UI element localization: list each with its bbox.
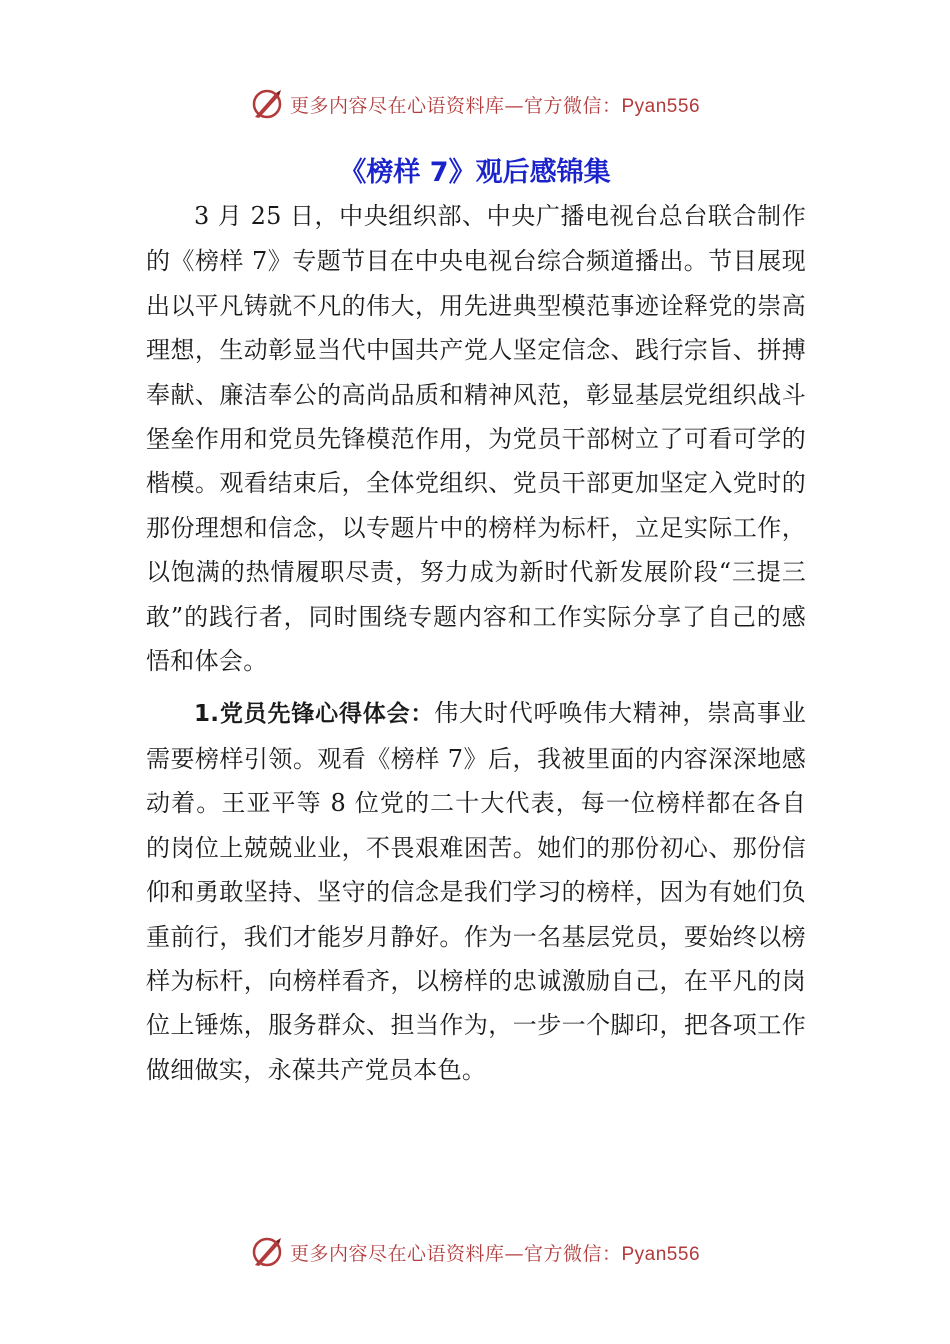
header-wechat-id: Pyan556 xyxy=(621,95,701,117)
footer-banner-label: 更多内容尽在心语资料库—官方微信： xyxy=(289,1242,622,1265)
paragraph-text: 3 月 25 日，中央组织部、中央广播电视台总台联合制作的《榜样 7》专题节目在中央电视台综合频道播出。节目展现出以平凡铸就不凡的伟大，用先进典型模范事迹诠释党的崇高理想，生动彰显当代中国共产党人坚定信念、践行宗旨、拼搏奉献、廉洁奉公的高尚品质和精神风范，彰显基层党组织战斗堡垒作用和党员先锋模范作用，为党员干部树立了可看可学的楷模。观看结束后，全体党组织、党员干部更加坚定入党时的那份理想和信念，以专题片中的榜样为标杆，立足实际工作，以饱满的热情履职尽责，努力成为新时代新发展阶段“三提三敢”的践行者，同时围绕专题内容和工作实际分享了自己的感悟和体会。 xyxy=(146,202,806,676)
document-body xyxy=(146,194,806,1092)
paragraph-lead: 1.党员先锋心得体会： xyxy=(194,701,435,728)
document-title: 《榜样 7》观后感锦集 xyxy=(339,157,611,188)
footer-banner-text xyxy=(290,1239,700,1266)
header-banner-text xyxy=(290,91,700,118)
paragraph-intro xyxy=(146,194,806,683)
quill-pen-logo-icon xyxy=(250,1235,284,1269)
footer-wechat-id: Pyan556 xyxy=(621,1243,701,1265)
quill-pen-logo-icon xyxy=(250,87,284,121)
footer-banner xyxy=(0,1232,950,1272)
header-banner xyxy=(0,84,950,124)
header-banner-label: 更多内容尽在心语资料库—官方微信： xyxy=(289,94,622,117)
paragraph-reflection-1 xyxy=(146,691,806,1092)
paragraph-text: 伟大时代呼唤伟大精神，崇高事业需要榜样引领。观看《榜样 7》后，我被里面的内容深深地感动着。王亚平等 8 位党的二十大代表，每一位榜样都在各自的岗位上兢兢业业，不畏艰难困苦。她们的那份初心、那份信仰和勇敢坚持、坚守的信念是我们学习的榜样，因为有她们负重前行，我们才能岁月静好。作为一名基层党员，要始终以榜样为标杆，向榜样看齐，以榜样的忠诚激励自己，在平凡的岗位上锤炼，服务群众、担当作为，一步一个脚印，把各项工作做细做实，永葆共产党员本色。 xyxy=(146,699,806,1084)
